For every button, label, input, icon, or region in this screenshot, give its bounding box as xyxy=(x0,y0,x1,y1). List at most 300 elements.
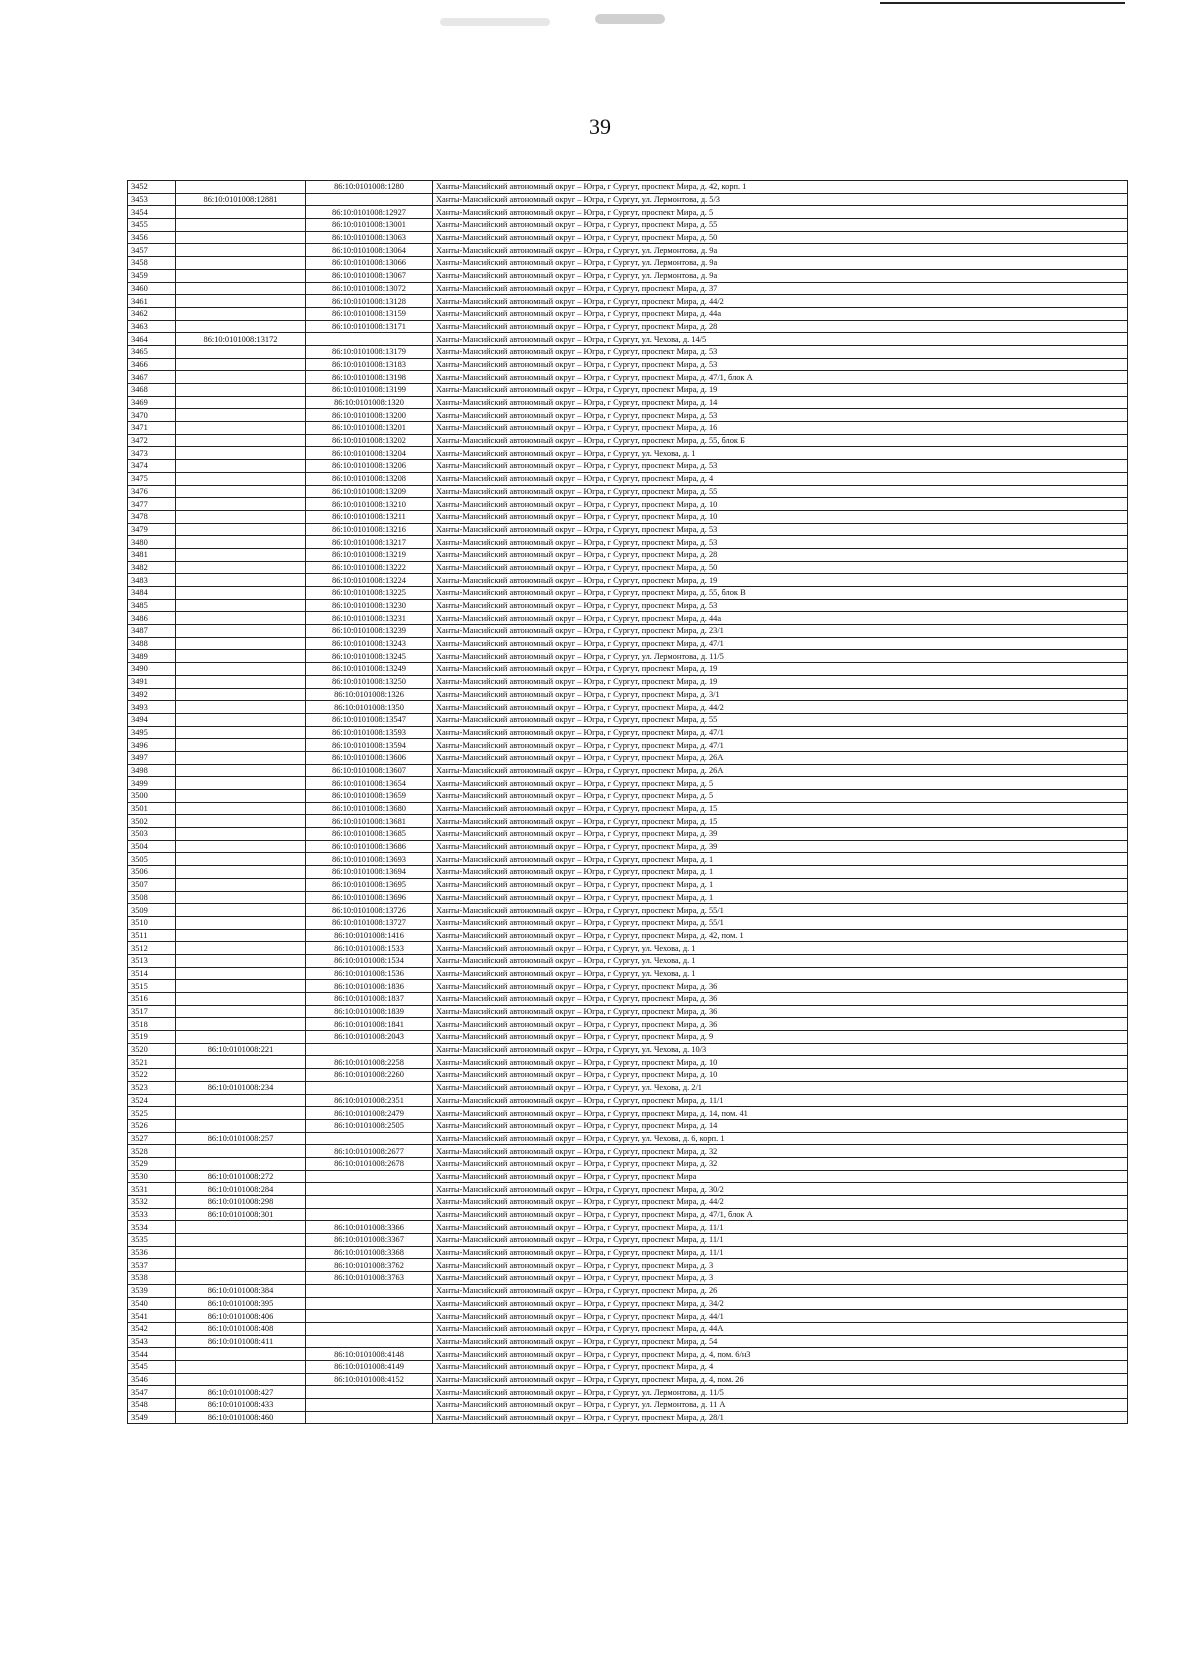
parent-cadastral-number-cell xyxy=(176,498,306,511)
row-number-cell: 3466 xyxy=(128,358,176,371)
parent-cadastral-number-cell xyxy=(176,206,306,219)
row-number-cell: 3540 xyxy=(128,1297,176,1310)
parent-cadastral-number-cell xyxy=(176,345,306,358)
address-cell: Ханты-Мансийский автономный округ – Югра, г Сургут, проспект Мира, д. 4 xyxy=(433,472,1128,485)
table-row xyxy=(128,891,1128,904)
cadastral-number-cell: 86:10:0101008:13225 xyxy=(306,587,433,600)
parent-cadastral-number-cell xyxy=(176,1018,306,1031)
parent-cadastral-number-cell xyxy=(176,1360,306,1373)
row-number-cell: 3546 xyxy=(128,1373,176,1386)
row-number-cell: 3453 xyxy=(128,193,176,206)
address-cell: Ханты-Мансийский автономный округ – Югра, г Сургут, проспект Мира, д. 47/1 xyxy=(433,726,1128,739)
parent-cadastral-number-cell xyxy=(176,1157,306,1170)
address-cell: Ханты-Мансийский автономный округ – Югра, г Сургут, проспект Мира, д. 19 xyxy=(433,663,1128,676)
table-row xyxy=(128,802,1128,815)
cadastral-number-cell: 86:10:0101008:13696 xyxy=(306,891,433,904)
row-number-cell: 3481 xyxy=(128,548,176,561)
cadastral-number-cell xyxy=(306,193,433,206)
table-row xyxy=(128,688,1128,701)
table-row xyxy=(128,853,1128,866)
cadastral-number-cell: 86:10:0101008:2260 xyxy=(306,1069,433,1082)
row-number-cell: 3522 xyxy=(128,1069,176,1082)
cadastral-number-cell: 86:10:0101008:1320 xyxy=(306,396,433,409)
address-cell: Ханты-Мансийский автономный округ – Югра, г Сургут, проспект Мира, д. 44а xyxy=(433,307,1128,320)
table-row xyxy=(128,993,1128,1006)
row-number-cell: 3494 xyxy=(128,713,176,726)
table-row xyxy=(128,701,1128,714)
row-number-cell: 3452 xyxy=(128,181,176,194)
cadastral-number-cell: 86:10:0101008:2479 xyxy=(306,1107,433,1120)
table-row xyxy=(128,929,1128,942)
table-row xyxy=(128,1221,1128,1234)
address-cell: Ханты-Мансийский автономный округ – Югра, г Сургут, проспект Мира, д. 42, корп. 1 xyxy=(433,181,1128,194)
parent-cadastral-number-cell xyxy=(176,764,306,777)
row-number-cell: 3529 xyxy=(128,1157,176,1170)
row-number-cell: 3534 xyxy=(128,1221,176,1234)
table-row xyxy=(128,1411,1128,1424)
address-cell: Ханты-Мансийский автономный округ – Югра, г Сургут, проспект Мира, д. 10 xyxy=(433,510,1128,523)
parent-cadastral-number-cell xyxy=(176,460,306,473)
parent-cadastral-number-cell xyxy=(176,663,306,676)
address-cell: Ханты-Мансийский автономный округ – Югра, г Сургут, проспект Мира, д. 36 xyxy=(433,980,1128,993)
table-row xyxy=(128,1360,1128,1373)
cadastral-number-cell: 86:10:0101008:13216 xyxy=(306,523,433,536)
parent-cadastral-number-cell: 86:10:0101008:406 xyxy=(176,1310,306,1323)
address-cell: Ханты-Мансийский автономный округ – Югра, г Сургут, проспект Мира, д. 28 xyxy=(433,548,1128,561)
address-cell: Ханты-Мансийский автономный округ – Югра, г Сургут, проспект Мира, д. 30/2 xyxy=(433,1183,1128,1196)
table-row xyxy=(128,1145,1128,1158)
address-cell: Ханты-Мансийский автономный округ – Югра, г Сургут, проспект Мира, д. 55 xyxy=(433,485,1128,498)
row-number-cell: 3459 xyxy=(128,269,176,282)
cadastral-number-cell: 86:10:0101008:2351 xyxy=(306,1094,433,1107)
cadastral-number-cell: 86:10:0101008:1836 xyxy=(306,980,433,993)
parent-cadastral-number-cell xyxy=(176,587,306,600)
cadastral-number-cell: 86:10:0101008:1839 xyxy=(306,1005,433,1018)
table-row xyxy=(128,650,1128,663)
table-row xyxy=(128,726,1128,739)
cadastral-number-cell: 86:10:0101008:13064 xyxy=(306,244,433,257)
cadastral-number-cell: 86:10:0101008:13199 xyxy=(306,384,433,397)
parent-cadastral-number-cell: 86:10:0101008:221 xyxy=(176,1043,306,1056)
table-row xyxy=(128,1018,1128,1031)
row-number-cell: 3517 xyxy=(128,1005,176,1018)
row-number-cell: 3497 xyxy=(128,751,176,764)
address-cell: Ханты-Мансийский автономный округ – Югра, г Сургут, проспект Мира, д. 9 xyxy=(433,1031,1128,1044)
parent-cadastral-number-cell xyxy=(176,409,306,422)
table-row xyxy=(128,1297,1128,1310)
row-number-cell: 3472 xyxy=(128,434,176,447)
address-cell: Ханты-Мансийский автономный округ – Югра, г Сургут, проспект Мира, д. 11/1 xyxy=(433,1234,1128,1247)
address-cell: Ханты-Мансийский автономный округ – Югра, г Сургут, проспект Мира, д. 26 xyxy=(433,1284,1128,1297)
cadastral-number-cell xyxy=(306,1386,433,1399)
cadastral-number-cell: 86:10:0101008:13231 xyxy=(306,612,433,625)
cadastral-number-cell: 86:10:0101008:4152 xyxy=(306,1373,433,1386)
row-number-cell: 3478 xyxy=(128,510,176,523)
cadastral-number-cell: 86:10:0101008:13245 xyxy=(306,650,433,663)
cadastral-number-cell: 86:10:0101008:3367 xyxy=(306,1234,433,1247)
parent-cadastral-number-cell xyxy=(176,1145,306,1158)
cadastral-number-cell xyxy=(306,1322,433,1335)
cadastral-number-cell xyxy=(306,1411,433,1424)
parent-cadastral-number-cell xyxy=(176,612,306,625)
address-cell: Ханты-Мансийский автономный округ – Югра, г Сургут, проспект Мира, д. 19 xyxy=(433,384,1128,397)
parent-cadastral-number-cell xyxy=(176,980,306,993)
address-cell: Ханты-Мансийский автономный округ – Югра, г Сургут, проспект Мира, д. 39 xyxy=(433,840,1128,853)
parent-cadastral-number-cell xyxy=(176,904,306,917)
row-number-cell: 3492 xyxy=(128,688,176,701)
address-cell: Ханты-Мансийский автономный округ – Югра, г Сургут, проспект Мира, д. 3 xyxy=(433,1272,1128,1285)
table-row xyxy=(128,307,1128,320)
parent-cadastral-number-cell: 86:10:0101008:408 xyxy=(176,1322,306,1335)
address-cell: Ханты-Мансийский автономный округ – Югра, г Сургут, ул. Чехова, д. 1 xyxy=(433,447,1128,460)
row-number-cell: 3543 xyxy=(128,1335,176,1348)
address-cell: Ханты-Мансийский автономный округ – Югра, г Сургут, ул. Чехова, д. 1 xyxy=(433,954,1128,967)
address-cell: Ханты-Мансийский автономный округ – Югра, г Сургут, проспект Мира, д. 55 xyxy=(433,713,1128,726)
parent-cadastral-number-cell xyxy=(176,828,306,841)
row-number-cell: 3454 xyxy=(128,206,176,219)
row-number-cell: 3465 xyxy=(128,345,176,358)
cadastral-number-cell: 86:10:0101008:3368 xyxy=(306,1246,433,1259)
cadastral-number-cell: 86:10:0101008:13593 xyxy=(306,726,433,739)
address-cell: Ханты-Мансийский автономный округ – Югра, г Сургут, проспект Мира, д. 53 xyxy=(433,345,1128,358)
address-cell: Ханты-Мансийский автономный округ – Югра, г Сургут, проспект Мира, д. 36 xyxy=(433,1005,1128,1018)
row-number-cell: 3501 xyxy=(128,802,176,815)
parent-cadastral-number-cell xyxy=(176,1094,306,1107)
cadastral-number-cell: 86:10:0101008:2505 xyxy=(306,1119,433,1132)
row-number-cell: 3524 xyxy=(128,1094,176,1107)
parent-cadastral-number-cell: 86:10:0101008:12881 xyxy=(176,193,306,206)
cadastral-number-cell: 86:10:0101008:13654 xyxy=(306,777,433,790)
address-cell: Ханты-Мансийский автономный округ – Югра, г Сургут, проспект Мира, д. 42, пом. 1 xyxy=(433,929,1128,942)
address-cell: Ханты-Мансийский автономный округ – Югра, г Сургут, проспект Мира, д. 47/1 xyxy=(433,739,1128,752)
cadastral-number-cell: 86:10:0101008:13250 xyxy=(306,675,433,688)
address-cell: Ханты-Мансийский автономный округ – Югра, г Сургут, проспект Мира, д. 54 xyxy=(433,1335,1128,1348)
parent-cadastral-number-cell xyxy=(176,510,306,523)
row-number-cell: 3500 xyxy=(128,790,176,803)
address-cell: Ханты-Мансийский автономный округ – Югра, г Сургут, проспект Мира, д. 19 xyxy=(433,675,1128,688)
table-row xyxy=(128,1056,1128,1069)
address-cell: Ханты-Мансийский автономный округ – Югра, г Сургут, проспект Мира xyxy=(433,1170,1128,1183)
address-cell: Ханты-Мансийский автономный округ – Югра, г Сургут, проспект Мира, д. 4, пом. 26 xyxy=(433,1373,1128,1386)
cadastral-number-cell: 86:10:0101008:1350 xyxy=(306,701,433,714)
address-cell: Ханты-Мансийский автономный округ – Югра, г Сургут, проспект Мира, д. 23/1 xyxy=(433,625,1128,638)
parent-cadastral-number-cell xyxy=(176,790,306,803)
table-row xyxy=(128,181,1128,194)
table-row xyxy=(128,434,1128,447)
parent-cadastral-number-cell xyxy=(176,967,306,980)
parent-cadastral-number-cell xyxy=(176,929,306,942)
table-row xyxy=(128,1399,1128,1412)
parent-cadastral-number-cell xyxy=(176,561,306,574)
parent-cadastral-number-cell xyxy=(176,257,306,270)
table-row xyxy=(128,409,1128,422)
row-number-cell: 3493 xyxy=(128,701,176,714)
cadastral-number-cell: 86:10:0101008:13249 xyxy=(306,663,433,676)
row-number-cell: 3532 xyxy=(128,1196,176,1209)
row-number-cell: 3531 xyxy=(128,1183,176,1196)
parent-cadastral-number-cell: 86:10:0101008:284 xyxy=(176,1183,306,1196)
row-number-cell: 3516 xyxy=(128,993,176,1006)
row-number-cell: 3526 xyxy=(128,1119,176,1132)
cadastral-number-cell: 86:10:0101008:3762 xyxy=(306,1259,433,1272)
row-number-cell: 3509 xyxy=(128,904,176,917)
row-number-cell: 3479 xyxy=(128,523,176,536)
row-number-cell: 3468 xyxy=(128,384,176,397)
cadastral-number-cell: 86:10:0101008:13681 xyxy=(306,815,433,828)
table-row xyxy=(128,269,1128,282)
row-number-cell: 3541 xyxy=(128,1310,176,1323)
address-cell: Ханты-Мансийский автономный округ – Югра, г Сургут, ул. Лермонтова, д. 9а xyxy=(433,269,1128,282)
table-row xyxy=(128,828,1128,841)
table-row xyxy=(128,625,1128,638)
address-cell: Ханты-Мансийский автономный округ – Югра, г Сургут, ул. Лермонтова, д. 9а xyxy=(433,244,1128,257)
address-cell: Ханты-Мансийский автономный округ – Югра, г Сургут, проспект Мира, д. 37 xyxy=(433,282,1128,295)
row-number-cell: 3460 xyxy=(128,282,176,295)
row-number-cell: 3537 xyxy=(128,1259,176,1272)
address-cell: Ханты-Мансийский автономный округ – Югра, г Сургут, проспект Мира, д. 36 xyxy=(433,1018,1128,1031)
table-row xyxy=(128,333,1128,346)
address-cell: Ханты-Мансийский автономный округ – Югра, г Сургут, проспект Мира, д. 55 xyxy=(433,219,1128,232)
row-number-cell: 3542 xyxy=(128,1322,176,1335)
table-row xyxy=(128,396,1128,409)
cadastral-number-cell: 86:10:0101008:13243 xyxy=(306,637,433,650)
cadastral-number-cell: 86:10:0101008:1280 xyxy=(306,181,433,194)
address-cell: Ханты-Мансийский автономный округ – Югра, г Сургут, проспект Мира, д. 5 xyxy=(433,777,1128,790)
parent-cadastral-number-cell xyxy=(176,701,306,714)
parent-cadastral-number-cell xyxy=(176,574,306,587)
table-row xyxy=(128,574,1128,587)
cadastral-number-cell: 86:10:0101008:13686 xyxy=(306,840,433,853)
table-row xyxy=(128,345,1128,358)
cadastral-number-cell: 86:10:0101008:13204 xyxy=(306,447,433,460)
row-number-cell: 3506 xyxy=(128,866,176,879)
cadastral-number-cell: 86:10:0101008:13001 xyxy=(306,219,433,232)
row-number-cell: 3463 xyxy=(128,320,176,333)
row-number-cell: 3502 xyxy=(128,815,176,828)
row-number-cell: 3498 xyxy=(128,764,176,777)
address-cell: Ханты-Мансийский автономный округ – Югра, г Сургут, проспект Мира, д. 53 xyxy=(433,358,1128,371)
parent-cadastral-number-cell xyxy=(176,358,306,371)
parent-cadastral-number-cell xyxy=(176,650,306,663)
cadastral-number-cell: 86:10:0101008:13727 xyxy=(306,916,433,929)
cadastral-number-cell: 86:10:0101008:13206 xyxy=(306,460,433,473)
row-number-cell: 3474 xyxy=(128,460,176,473)
row-number-cell: 3473 xyxy=(128,447,176,460)
parent-cadastral-number-cell xyxy=(176,1005,306,1018)
table-row xyxy=(128,447,1128,460)
address-cell: Ханты-Мансийский автономный округ – Югра, г Сургут, проспект Мира, д. 4 xyxy=(433,1360,1128,1373)
table-row xyxy=(128,244,1128,257)
cadastral-number-cell: 86:10:0101008:13606 xyxy=(306,751,433,764)
table-row xyxy=(128,231,1128,244)
address-cell: Ханты-Мансийский автономный округ – Югра, г Сургут, проспект Мира, д. 14 xyxy=(433,1119,1128,1132)
row-number-cell: 3457 xyxy=(128,244,176,257)
address-cell: Ханты-Мансийский автономный округ – Югра, г Сургут, ул. Лермонтова, д. 11 А xyxy=(433,1399,1128,1412)
table-row xyxy=(128,206,1128,219)
row-number-cell: 3503 xyxy=(128,828,176,841)
cadastral-number-cell: 86:10:0101008:4148 xyxy=(306,1348,433,1361)
row-number-cell: 3487 xyxy=(128,625,176,638)
parent-cadastral-number-cell: 86:10:0101008:298 xyxy=(176,1196,306,1209)
row-number-cell: 3521 xyxy=(128,1056,176,1069)
cadastral-number-cell: 86:10:0101008:1533 xyxy=(306,942,433,955)
parent-cadastral-number-cell xyxy=(176,1119,306,1132)
table-row xyxy=(128,599,1128,612)
cadastral-number-cell: 86:10:0101008:13547 xyxy=(306,713,433,726)
address-cell: Ханты-Мансийский автономный округ – Югра, г Сургут, проспект Мира, д. 39 xyxy=(433,828,1128,841)
cadastral-number-cell: 86:10:0101008:13222 xyxy=(306,561,433,574)
row-number-cell: 3523 xyxy=(128,1081,176,1094)
table-row xyxy=(128,1246,1128,1259)
cadastral-number-cell: 86:10:0101008:13183 xyxy=(306,358,433,371)
row-number-cell: 3495 xyxy=(128,726,176,739)
address-cell: Ханты-Мансийский автономный округ – Югра, г Сургут, проспект Мира, д. 5 xyxy=(433,206,1128,219)
address-cell: Ханты-Мансийский автономный округ – Югра, г Сургут, проспект Мира, д. 5 xyxy=(433,790,1128,803)
cadastral-number-cell xyxy=(306,1335,433,1348)
address-cell: Ханты-Мансийский автономный округ – Югра, г Сургут, проспект Мира, д. 47/1 xyxy=(433,637,1128,650)
table-row xyxy=(128,1322,1128,1335)
cadastral-number-cell xyxy=(306,1399,433,1412)
address-cell: Ханты-Мансийский автономный округ – Югра, г Сургут, проспект Мира, д. 53 xyxy=(433,409,1128,422)
row-number-cell: 3475 xyxy=(128,472,176,485)
parent-cadastral-number-cell xyxy=(176,713,306,726)
address-cell: Ханты-Мансийский автономный округ – Югра, г Сургут, проспект Мира, д. 10 xyxy=(433,1056,1128,1069)
cadastral-number-cell xyxy=(306,1208,433,1221)
parent-cadastral-number-cell xyxy=(176,371,306,384)
parent-cadastral-number-cell xyxy=(176,548,306,561)
parent-cadastral-number-cell xyxy=(176,916,306,929)
parent-cadastral-number-cell: 86:10:0101008:411 xyxy=(176,1335,306,1348)
cadastral-number-cell: 86:10:0101008:13219 xyxy=(306,548,433,561)
address-cell: Ханты-Мансийский автономный округ – Югра, г Сургут, ул. Чехова, д. 14/5 xyxy=(433,333,1128,346)
table-row xyxy=(128,954,1128,967)
cadastral-number-cell: 86:10:0101008:13209 xyxy=(306,485,433,498)
table-row xyxy=(128,257,1128,270)
table-row xyxy=(128,510,1128,523)
table-row xyxy=(128,1094,1128,1107)
parent-cadastral-number-cell xyxy=(176,1272,306,1285)
address-cell: Ханты-Мансийский автономный округ – Югра, г Сургут, проспект Мира, д. 50 xyxy=(433,231,1128,244)
table-row xyxy=(128,637,1128,650)
cadastral-number-cell: 86:10:0101008:13208 xyxy=(306,472,433,485)
table-row xyxy=(128,320,1128,333)
address-cell: Ханты-Мансийский автономный округ – Югра, г Сургут, проспект Мира, д. 1 xyxy=(433,866,1128,879)
row-number-cell: 3519 xyxy=(128,1031,176,1044)
parent-cadastral-number-cell: 86:10:0101008:460 xyxy=(176,1411,306,1424)
row-number-cell: 3461 xyxy=(128,295,176,308)
table-row xyxy=(128,764,1128,777)
table-row xyxy=(128,1107,1128,1120)
address-cell: Ханты-Мансийский автономный округ – Югра, г Сургут, проспект Мира, д. 44а xyxy=(433,612,1128,625)
parent-cadastral-number-cell xyxy=(176,1246,306,1259)
address-cell: Ханты-Мансийский автономный округ – Югра, г Сургут, проспект Мира, д. 14 xyxy=(433,396,1128,409)
address-cell: Ханты-Мансийский автономный округ – Югра, г Сургут, проспект Мира, д. 10 xyxy=(433,498,1128,511)
parent-cadastral-number-cell: 86:10:0101008:257 xyxy=(176,1132,306,1145)
parent-cadastral-number-cell xyxy=(176,472,306,485)
table-row xyxy=(128,219,1128,232)
address-cell: Ханты-Мансийский автономный округ – Югра, г Сургут, проспект Мира, д. 53 xyxy=(433,599,1128,612)
parent-cadastral-number-cell xyxy=(176,384,306,397)
table-row xyxy=(128,193,1128,206)
table-row xyxy=(128,878,1128,891)
cadastral-number-cell: 86:10:0101008:1326 xyxy=(306,688,433,701)
cadastral-number-cell: 86:10:0101008:13239 xyxy=(306,625,433,638)
parent-cadastral-number-cell xyxy=(176,739,306,752)
parent-cadastral-number-cell xyxy=(176,181,306,194)
table-row xyxy=(128,612,1128,625)
cadastral-number-cell: 86:10:0101008:1416 xyxy=(306,929,433,942)
table-row xyxy=(128,1348,1128,1361)
address-cell: Ханты-Мансийский автономный округ – Югра, г Сургут, проспект Мира, д. 26А xyxy=(433,751,1128,764)
cadastral-number-cell: 86:10:0101008:13202 xyxy=(306,434,433,447)
table-row xyxy=(128,384,1128,397)
parent-cadastral-number-cell xyxy=(176,523,306,536)
table-row xyxy=(128,1043,1128,1056)
cadastral-number-cell: 86:10:0101008:13217 xyxy=(306,536,433,549)
table-row xyxy=(128,1183,1128,1196)
table-row xyxy=(128,1069,1128,1082)
row-number-cell: 3545 xyxy=(128,1360,176,1373)
parent-cadastral-number-cell: 86:10:0101008:272 xyxy=(176,1170,306,1183)
parent-cadastral-number-cell: 86:10:0101008:427 xyxy=(176,1386,306,1399)
address-cell: Ханты-Мансийский автономный округ – Югра, г Сургут, проспект Мира, д. 44/2 xyxy=(433,1196,1128,1209)
row-number-cell: 3499 xyxy=(128,777,176,790)
parent-cadastral-number-cell xyxy=(176,802,306,815)
parent-cadastral-number-cell xyxy=(176,726,306,739)
table-row xyxy=(128,498,1128,511)
parent-cadastral-number-cell xyxy=(176,942,306,955)
row-number-cell: 3470 xyxy=(128,409,176,422)
address-cell: Ханты-Мансийский автономный округ – Югра, г Сургут, проспект Мира, д. 53 xyxy=(433,536,1128,549)
cadastral-number-cell: 86:10:0101008:13694 xyxy=(306,866,433,879)
table-row xyxy=(128,840,1128,853)
table-row xyxy=(128,548,1128,561)
parent-cadastral-number-cell xyxy=(176,320,306,333)
cadastral-number-cell: 86:10:0101008:3366 xyxy=(306,1221,433,1234)
parent-cadastral-number-cell: 86:10:0101008:433 xyxy=(176,1399,306,1412)
parent-cadastral-number-cell xyxy=(176,688,306,701)
table-row xyxy=(128,942,1128,955)
table-row xyxy=(128,967,1128,980)
row-number-cell: 3530 xyxy=(128,1170,176,1183)
table-row xyxy=(128,1119,1128,1132)
parent-cadastral-number-cell xyxy=(176,282,306,295)
table-row xyxy=(128,536,1128,549)
parent-cadastral-number-cell xyxy=(176,1373,306,1386)
cadastral-number-cell: 86:10:0101008:13230 xyxy=(306,599,433,612)
address-cell: Ханты-Мансийский автономный округ – Югра, г Сургут, ул. Чехова, д. 10/3 xyxy=(433,1043,1128,1056)
cadastral-number-cell: 86:10:0101008:12927 xyxy=(306,206,433,219)
parent-cadastral-number-cell xyxy=(176,599,306,612)
address-cell: Ханты-Мансийский автономный округ – Югра, г Сургут, проспект Мира, д. 3/1 xyxy=(433,688,1128,701)
address-cell: Ханты-Мансийский автономный округ – Югра, г Сургут, проспект Мира, д. 47/1, блок А xyxy=(433,1208,1128,1221)
parent-cadastral-number-cell xyxy=(176,1069,306,1082)
table-row xyxy=(128,980,1128,993)
cadastral-number-cell: 86:10:0101008:13693 xyxy=(306,853,433,866)
parent-cadastral-number-cell xyxy=(176,1031,306,1044)
cadastral-number-cell: 86:10:0101008:2043 xyxy=(306,1031,433,1044)
address-cell: Ханты-Мансийский автономный округ – Югра, г Сургут, ул. Лермонтова, д. 5/3 xyxy=(433,193,1128,206)
parent-cadastral-number-cell xyxy=(176,244,306,257)
table-row xyxy=(128,904,1128,917)
row-number-cell: 3518 xyxy=(128,1018,176,1031)
cadastral-number-cell xyxy=(306,1132,433,1145)
address-cell: Ханты-Мансийский автономный округ – Югра, г Сургут, проспект Мира, д. 26А xyxy=(433,764,1128,777)
parent-cadastral-number-cell: 86:10:0101008:301 xyxy=(176,1208,306,1221)
address-cell: Ханты-Мансийский автономный округ – Югра, г Сургут, проспект Мира, д. 55/1 xyxy=(433,904,1128,917)
cadastral-number-cell: 86:10:0101008:13607 xyxy=(306,764,433,777)
row-number-cell: 3488 xyxy=(128,637,176,650)
